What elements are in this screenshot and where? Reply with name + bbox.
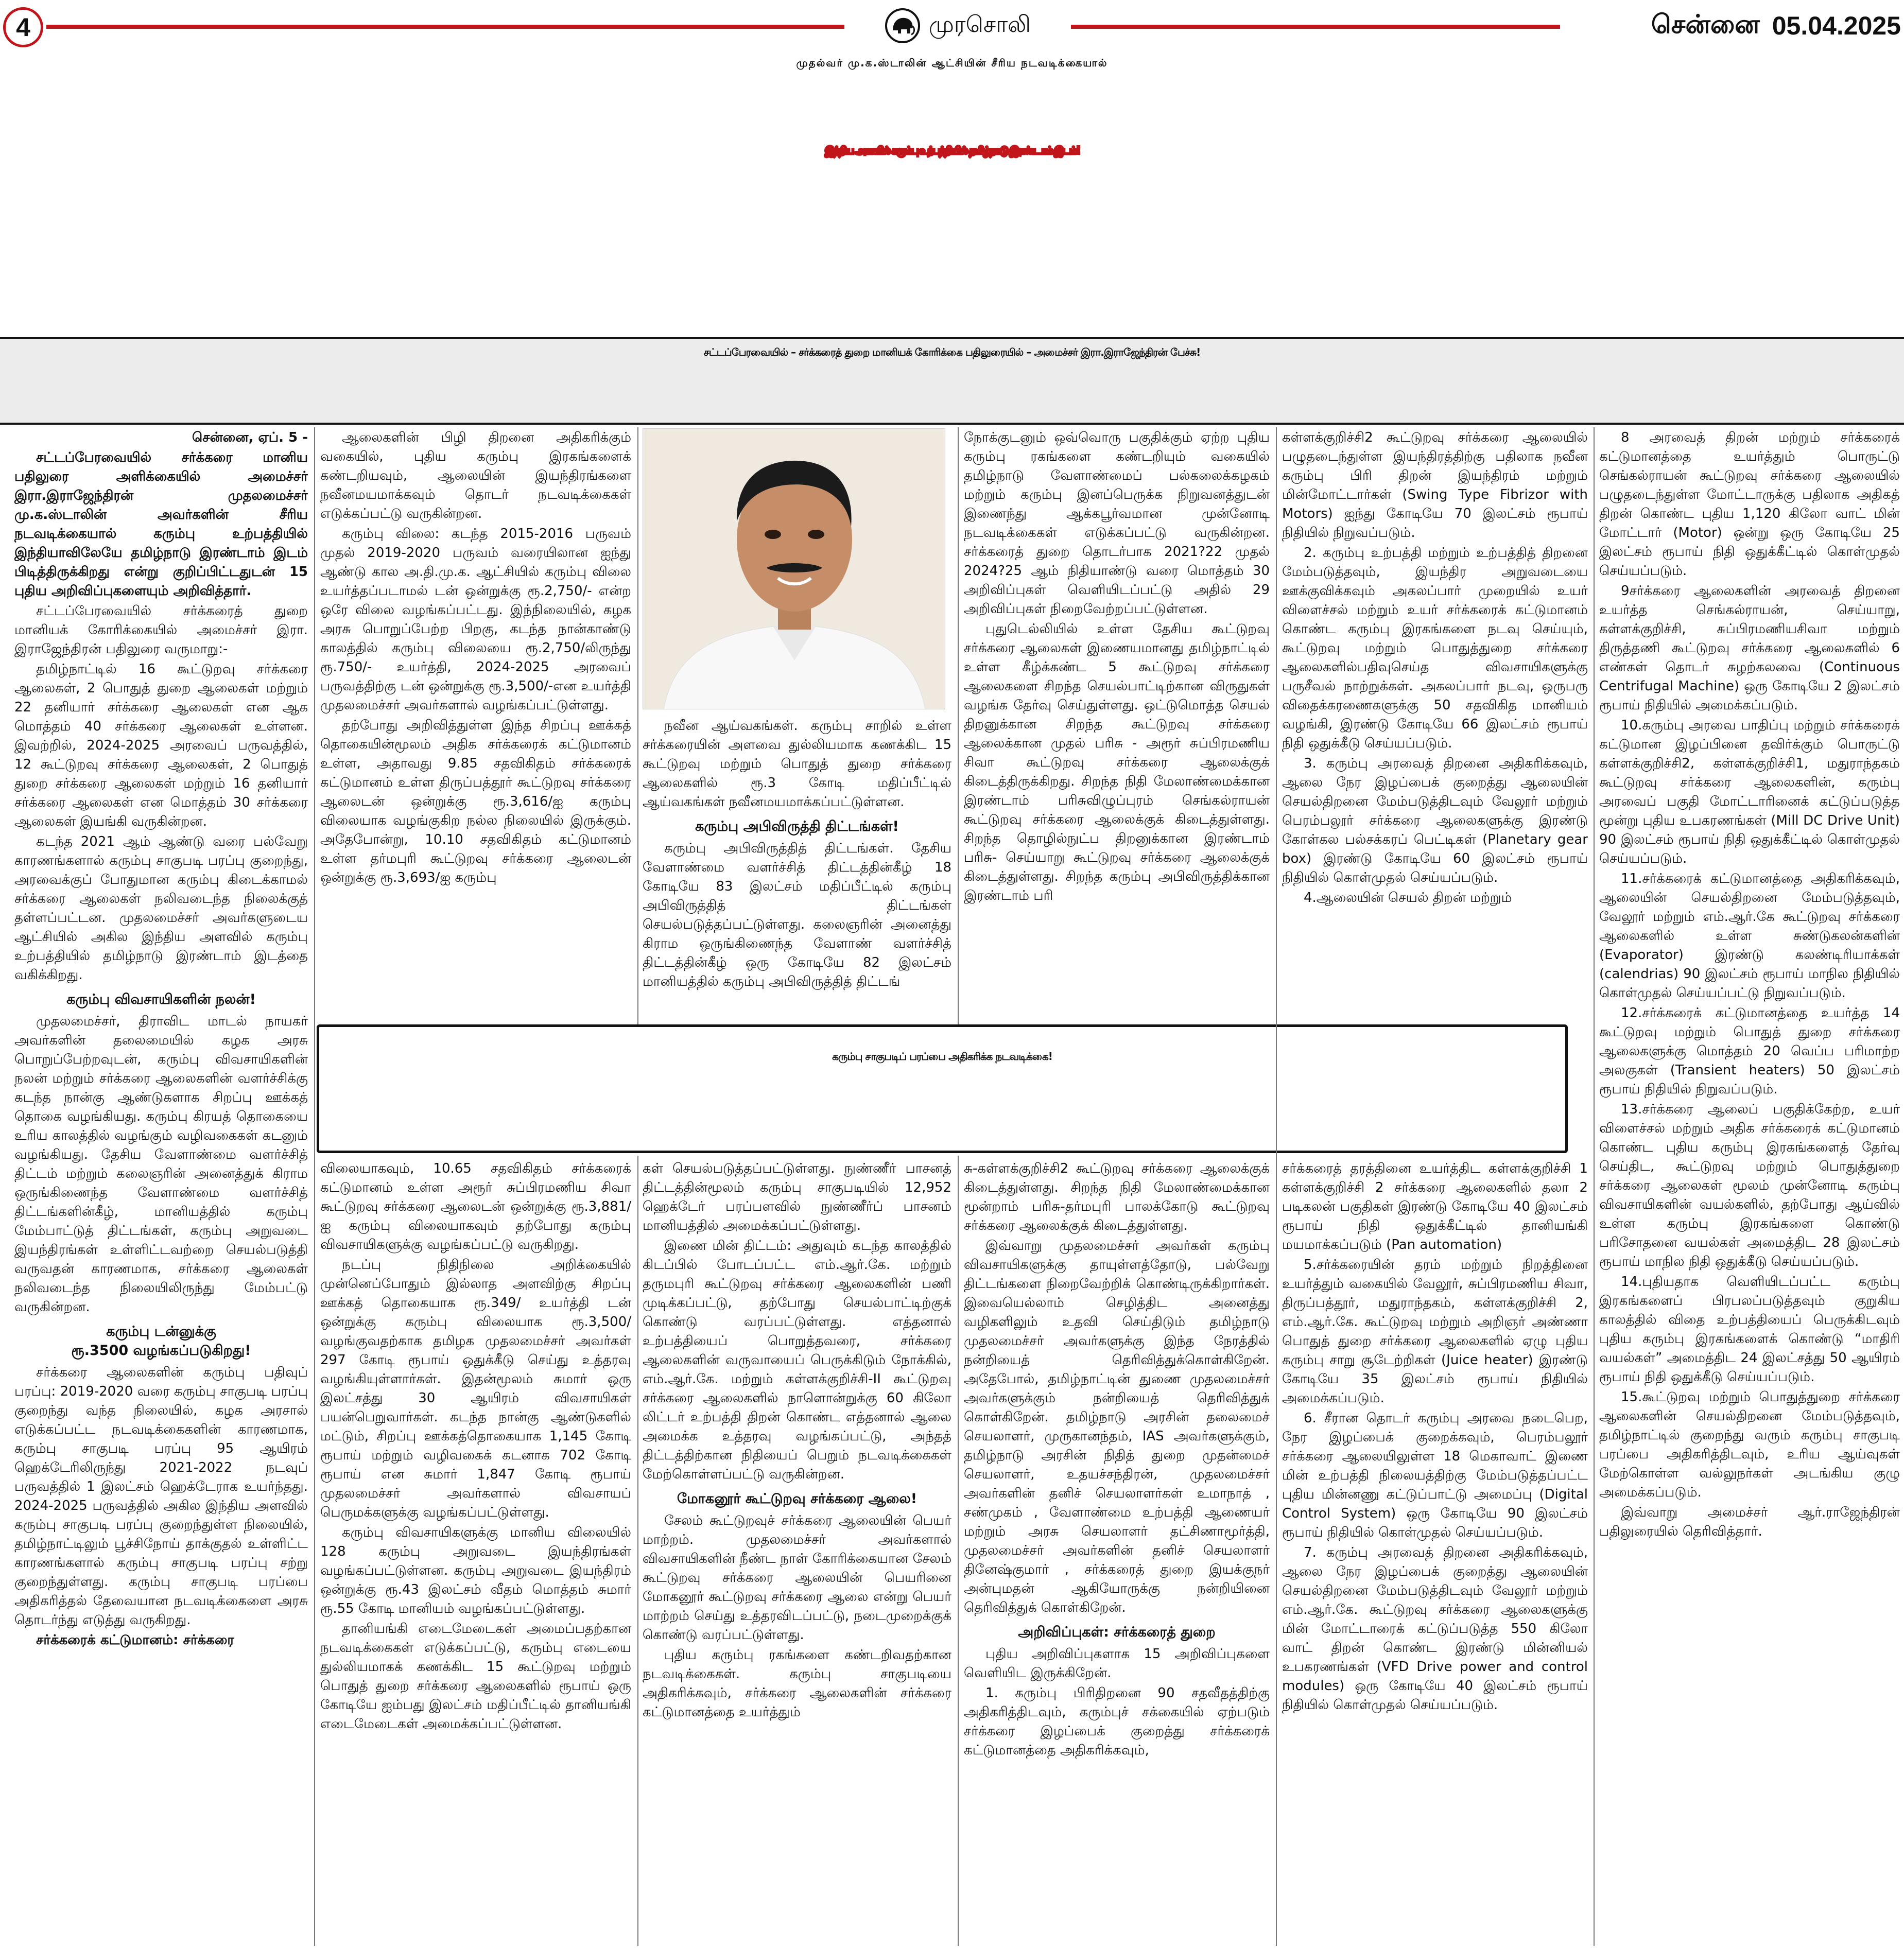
subhead: சட்டப்பேரவையில் – சர்க்கரைத் துறை மானியக் கோரிக்கை பதிலுரையில் – அமைச்சர் இரா.இராஜேந்திரன் பேச்சு! bbox=[703, 346, 1201, 358]
paragraph: 10.கரும்பு அரவை பாதிப்பு மற்றும் சர்க்கரைக் கட்டுமான இழப்பினை தவிர்க்கும் பொருட்டு கள்ளக்குறிச்சி2, கள்ளக்குறிச்சி1, மதுராந்தகம் கூட்டுறவு சர்க்கரை ஆலைகளின், கரும்பு அரவைப் பகுதி மோட்டாரினைக் கட்டுப்படுத்த மூன்று புதிய உபகரணங்கள் (Mill DC Drive Unit) 90 இலட்சம் ரூபாய் நிதி ஒதுக்கீட்டில் கொள்முதல் செய்யப்படும். bbox=[1599, 718, 1900, 866]
paragraph: சட்டப்பேரவையில் சர்க்கரைத் துறை மானியக் கோரிக்கையில் அமைச்சர் இரா. இராஜேந்திரன் பதிலுரை வருமாறு:- bbox=[14, 603, 308, 657]
section-heading: ரூ.3500 வழங்கப்படுகிறது! bbox=[71, 1343, 251, 1359]
mid-headline: கரும்பு சாகுபடிப் பரப்பை அதிகரிக்க நடவடிக்கை! bbox=[832, 1050, 1052, 1063]
section-heading: மோகனூர் கூட்டுறவு சர்க்கரை ஆலை! bbox=[677, 1491, 918, 1507]
paragraph: சர்க்கரைக் கட்டுமானம்: சர்க்கரை bbox=[36, 1632, 234, 1648]
column-4-top bbox=[964, 428, 1270, 1020]
section-heading: கரும்பு டன்னுக்கு bbox=[106, 1324, 216, 1339]
paragraph: புதிய கரும்பு ரகங்களை கண்டறிவதற்கான நடவடிக்கைகள். கரும்பு சாகுபடியை அதிகரிக்கவும், சர்க்கரை ஆலைகளின் சர்க்கரை கட்டுமானத்தை உயர்த்தும் bbox=[643, 1647, 951, 1720]
paragraph: சர்க்கரைத் தரத்தினை உயர்த்திட கள்ளக்குறிச்சி 1 கள்ளக்குறிச்சி 2 சர்க்கரை ஆலைகளில் தலா 2 படிகலன் பகுதிகள் இரண்டு கோடியே 40 இலட்சம் ரூபாய் நிதி ஒதுக்கீட்டில் தானியங்கி மயமாக்கப்படும் (Pan automation) bbox=[1282, 1161, 1588, 1252]
paragraph: கரும்பு அபிவிருத்தித் திட்டங்கள். தேசிய வேளாண்மை வளர்ச்சித் திட்டத்தின்கீழ் 18 கோடியே 83 இலட்சம் மதிப்பீட்டில் கரும்பு அபிவிருத்தித் திட்டங்கள் செயல்படுத்தப்பட்டுள்ளது. கலைஞரின் அனைத்து கிராம ஒருங்கிணைந்த வேளாண் வளர்ச்சித் திட்டத்தின்கீழ் ஒரு கோடியே 82 இலட்சம் மானியத்தில் கரும்பு அபிவிருத்தித் திட்டங் bbox=[643, 841, 951, 989]
paragraph: நவீன ஆய்வகங்கள். கரும்பு சாறில் உள்ள சர்க்கரையின் அளவை துல்லியமாக கணக்கிட 15 கூட்டுறவு மற்றும் பொதுத் துறை சர்க்கரை ஆலைகளில் ரூ.3 கோடி மதிப்பீட்டில் ஆய்வகங்கள் நவீனமயமாக்கப்பட்டுள்ளன. bbox=[643, 718, 951, 810]
paragraph: 13.சர்க்கரை ஆலைப் பகுதிக்கேற்ற, உயர் விளைச்சல் மற்றும் அதிக சர்க்கரைக் கட்டுமானம் கொண்ட புதிய கரும்பு இரகங்களைத் தேர்வு செய்திட, கூட்டுறவு மற்றும் பொதுத்துறை சர்க்கரை ஆலைகள் மூலம் முன்னோடி கரும்பு விவசாயிகளின் வயல்களில், தற்போது ஆய்வில் உள்ள கரும்பு இரகங்களை கொண்டு பரிசோதனை வயல்கள் அமைத்திட 28 இலட்சம் ரூபாய் மாநில நிதி ஒதுக்கீடு செய்யப்படும். bbox=[1599, 1102, 1900, 1269]
column-5-bottom bbox=[1282, 1159, 1588, 1947]
column-2-bottom bbox=[320, 1159, 631, 1947]
paragraph: நடப்பு நிதிநிலை அறிக்கையில் முன்னெப்போதும் இல்லாத அளவிற்கு சிறப்பு ஊக்கத் தொகையாக ரூ.349/ உயர்த்தி டன் ஒன்றுக்கு கரும்பு விலையாக ரூ.3,500/வழங்குவதற்காக தமிழக முதலமைச்சர் அவர்கள் 297 கோடி ரூபாய் ஒதுக்கீடு செய்து உத்தரவு வழங்கியுள்ளார்கள். இதன்மூலம் சுமார் ஒரு இலட்சத்து 30 ஆயிரம் விவசாயிகள் பயன்பெறுவார்கள். கடந்த நான்கு ஆண்டுகளில் மட்டும், சிறப்பு ஊக்கத்தொகையாக 1,145 கோடி ரூபாய் மற்றும் வழிவகைக் கடனாக 702 கோடி ரூபாய் என சுமார் 1,847 கோடி ரூபாய் முதலமைச்சர் அவர்களால் விவசாயப் பெருமக்களுக்கு வழங்கப்பட்டுள்ளது. bbox=[320, 1257, 631, 1520]
masthead-brand bbox=[844, 4, 1071, 47]
paragraph: 1. கரும்பு பிரிதிறனை 90 சதவீதத்திற்கு அதிகரித்திடவும், கரும்புச் சக்கையில் ஏற்படும் சர்க்கரை இழப்பைக் குறைத்து சர்க்கரைக் கட்டுமானத்தை அதிகரிக்கவும், bbox=[964, 1685, 1270, 1758]
elephant-emblem-icon bbox=[885, 8, 921, 44]
paragraph: தானியங்கி எடைமேடைகள் அமைப்பதற்கான நடவடிக்கைகள் எடுக்கப்பட்டு, கரும்பு எடையை துல்லியமாகக் கணக்கிட 15 கூட்டுறவு மற்றும் பொதுத் துறை சர்க்கரை ஆலைகளில் ரூபாய் ஒரு கோடியே ஐம்பது இலட்சம் மதிப்பீட்டில் தானியங்கி எடைமேடைகள் அமைக்கப்பட்டுள்ளன. bbox=[320, 1621, 631, 1732]
dateline: சென்னை, ஏப். 5 - bbox=[192, 430, 308, 445]
paragraph: 9சர்க்கரை ஆலைகளின் அரவைத் திறனை உயர்த்த செங்கல்ராயன், செய்யாறு, கள்ளக்குறிச்சி, சுப்பிரமணியசிவா மற்றும் திருத்தணி கூட்டுறவு சர்க்கரை ஆலைகளில் 6 எண்கள் தொடர் சுழற்கலவை (Continuous Centrifugal Machine) ஒரு கோடியே 2 இலட்சம் ரூபாய் நிதியில் அமைக்கப்படும். bbox=[1599, 583, 1900, 713]
paragraph: சேலம் கூட்டுறவுச் சர்க்கரை ஆலையின் பெயர் மாற்றம். முதலமைச்சர் அவர்களால் விவசாயிகளின் நீண்ட நாள் கோரிக்கையான சேலம் கூட்டுறவு சர்க்கரை ஆலையின் பெயரினை மோகனூர் கூட்டுறவு சர்க்கரை ஆலை என்று பெயர் மாற்றம் செய்து உத்தரவிடப்பட்டு, நடைமுறைக்குக் கொண்டு வரப்பட்டுள்ளது. bbox=[643, 1513, 951, 1643]
paragraph: இவ்வாறு அமைச்சர் ஆர்.ராஜேந்திரன் பதிலுரையில் தெரிவித்தார். bbox=[1599, 1505, 1900, 1539]
date: 05.04.2025 bbox=[1772, 11, 1901, 40]
column-4-bottom bbox=[964, 1159, 1270, 1947]
paragraph: 15.கூட்டுறவு மற்றும் பொதுத்துறை சர்க்கரை ஆலைகளின் செயல்திறனை மேம்படுத்தவும், தமிழ்நாட்டில் குறைந்து வரும் கரும்பு சாகுபடி பரப்பை அதிகரித்திடவும், உரிய ஆய்வுகள் மேற்கொள்ள வல்லுநர்கள் அடங்கிய குழு அமைக்கப்படும். bbox=[1599, 1389, 1900, 1500]
paragraph: 8 அரவைத் திறன் மற்றும் சர்க்கரைக் கட்டுமானத்தை உயர்த்தும் பொருட்டு செங்கல்ராயன் கூட்டுறவு சர்க்கரை ஆலையில் பழுதடைந்துள்ள மோட்டாருக்கு பதிலாக அதிகத் திறன் கொண்ட புதிய 1,120 கிலோ வாட் மின் மோட்டார் (Motor) ஒன்று ஒரு கோடியே 25 இலட்சம் ரூபாய் நிதி ஒதுக்கீட்டில் கொள்முதல் செய்யப்படும். bbox=[1599, 430, 1900, 579]
kicker-headline: முதல்வர் மு.க.ஸ்டாலின் ஆட்சியின் சீரிய நடவடிக்கையால் bbox=[796, 57, 1108, 69]
column-3-top bbox=[643, 717, 951, 1021]
paragraph: 2. கரும்பு உற்பத்தி மற்றும் உற்பத்தித் திறனை மேம்படுத்தவும், இயந்திர அறுவடையை ஊக்குவிக்கவும் அகலப்பார் முறையில் உயர் விளைச்சல் மற்றும் உயர் சர்க்கரைக் கட்டுமானம் கொண்ட கரும்பு இரகங்களை நடவு செய்யும், கூட்டுறவு மற்றும் பொதுத்துறை சர்க்கரை ஆலைகளில்பதிவுசெய்த விவசாயிகளுக்கு பருசீவல் நாற்றுக்கள். அகலப்பார் நடவு, ஒருபரு விதைக்கரணைகளுக்கு 50 சதவிகித மானியம் வழங்கி, இரண்டு கோடியே 66 இலட்சம் ரூபாய் நிதி ஒதுக்கீடு செய்யப்படும். bbox=[1282, 545, 1588, 751]
paragraph: முதலமைச்சர், திராவிட மாடல் நாயகர் அவர்களின் தலைமையில் கழக அரசு பொறுப்பேற்றவுடன், கரும்பு விவசாயிகளின் நலன் மற்றும் சர்க்கரை ஆலைகளின் வளர்ச்சிக்கு கடந்த நான்கு ஆண்டுகளாக சிறப்பு ஊக்கத் தொகை வழங்கியது. கரும்பு கிரயத் தொகையை உரிய காலத்தில் வழங்கும் வழிவகைகள் கடனும் வழங்கியது. தேசிய வேளாண்மை வளர்ச்சித் திட்டம் மற்றும் கலைஞரின் அனைத்துக் கிராம ஒருங்கிணைந்த வேளாண்மை வளர்ச்சித் திட்டங்களின்கீழ், மானியத்தில் கரும்பு மேம்பாட்டுத் திட்டங்கள், கரும்பு அறுவடை இயந்திரங்கள் உள்ளிட்டவற்றை செயல்படுத்தி வருவதன் காரணமாக, சர்க்கரை ஆலைகள் நலிவடைந்த நிலையிலிருந்து மேம்பட்டு வருகின்றன. bbox=[14, 1014, 308, 1315]
paragraph: சர்க்கரை ஆலைகளின் கரும்பு பதிவுப் பரப்பு: 2019-2020 வரை கரும்பு சாகுபடி பரப்பு குறைந்து வந்த நிலையில், கழக அரசால் எடுக்கப்பட்ட நடவடிக்கைகளின் காரணமாக, கரும்பு சாகுபடி பரப்பு 95 ஆயிரம் ஹெக்டேரிலிருந்து 2021-2022 நடவுப் பருவத்தில் 1 இலட்சம் ஹெக்டேராக உயர்ந்தது. 2024-2025 பருவத்தில் அகில இந்திய அளவில் கரும்பு சாகுபடி பரப்பு குறைந்துள்ள நிலையில், தமிழ்நாட்டிலும் பூச்சிநோய் தாக்குதல் உள்ளிட்ட காரணங்களால் கரும்பு சாகுபடி பரப்பு சற்று குறைந்துள்ளது. கரும்பு சாகுபடி பரப்பை அதிகரித்தல் தேவையான நடவடிக்கைளை அரசு தொடர்ந்து எடுத்து வருகிறது. bbox=[14, 1365, 308, 1628]
minister-photo bbox=[643, 428, 945, 709]
column-rule bbox=[637, 1156, 638, 1946]
page-number-badge bbox=[3, 7, 43, 47]
column-5-top bbox=[1282, 428, 1588, 1020]
page-number: 4 bbox=[16, 13, 30, 42]
column-rule bbox=[958, 427, 959, 1024]
column-1 bbox=[14, 428, 308, 1947]
paragraph: 14.புதியதாக வெளியிடப்பட்ட கரும்பு இரகங்களைப் பிரபலப்படுத்தவும் குறுகிய காலத்தில் விதை உற்பத்தியைப் பெருக்கிடவும் புதிய கரும்பு இரகங்களைக் கொண்டு “மாதிரி வயல்கள்” அமைத்திட 24 இலட்சத்து 50 ஆயிரம் ரூபாய் நிதி ஒதுக்கீடு செய்யப்படும். bbox=[1599, 1274, 1900, 1385]
column-rule bbox=[314, 427, 315, 1946]
section-heading: அறிவிப்புகள்: சர்க்கரைத் துறை bbox=[1018, 1624, 1216, 1640]
paragraph: தற்போது அறிவித்துள்ள இந்த சிறப்பு ஊக்கத் தொகையின்மூலம் அதிக சர்க்கரைக் கட்டுமானம் உள்ள, அதாவது 9.85 சதவிகிதம் சர்க்கரைக் கட்டுமானம் உள்ள திருப்பத்தூர் கூட்டுறவு சர்க்கரை ஆலைடன் ஒன்றுக்கு ரூ.3,616/ஐ கரும்பு விலையாக வழங்குகிற நல்ல நிலையில் இருக்கும். அதேபோன்று, 10.10 சதவிகிதம் கட்டுமானம் உள்ள தர்மபுரி கூட்டுறவு சர்க்கரை ஆலைடன் ஒன்றுக்கு ரூ.3,693/ஐ கரும்பு bbox=[320, 718, 631, 885]
paragraph: விலையாகவும், 10.65 சதவிகிதம் சர்க்கரைக் கட்டுமானம் உள்ள அரூர் சுப்பிரமணிய சிவா கூட்டுறவு சர்க்கரை ஆலைடன் ஒன்றுக்கு ரூ.3,881/ஐ கரும்பு விலையாகவும் தற்போது கரும்பு விவசாயிகளுக்கு வழங்கப்பட்டு வருகிறது. bbox=[320, 1161, 631, 1252]
paragraph: கரும்பு விலை: கடந்த 2015-2016 பருவம் முதல் 2019-2020 பருவம் வரையிலான ஐந்து ஆண்டு கால அ.தி.மு.க. ஆட்சியில் கரும்பு விலை உயர்த்தப்படாமல் டன் ஒன்றுக்கு ரூ.2,750/- என்ற ஒரே விலை வழங்கப்பட்டது. இந்நிலையில், கழக அரசு பொறுப்பேற்ற பிறகு, கடந்த நான்காண்டு காலத்தில் கரும்பு விலையை ரூ.2,750/லிருந்து ரூ.750/- உயர்த்தி, 2024-2025 அரவைப் பருவத்திற்கு டன் ஒன்றுக்கு ரூ.3,500/-என உயர்த்தி முதலமைச்சர் அவர்களால் வழங்கப்பட்டுள்ளது. bbox=[320, 526, 631, 713]
paragraph: இவ்வாறு முதலமைச்சர் அவர்கள் கரும்பு விவசாயிகளுக்கு தாயுள்ளத்தோடு, பல்வேறு திட்டங்களை நிறைவேற்றிக் கொண்டிருக்கிறார்கள். இவையெல்லாம் செழித்திட அனைத்து வழிகளிலும் உதவி செய்திடும் தமிழ்நாடு முதலமைச்சர் அவர்களுக்கு இந்த நேரத்தில் நன்றியைத் தெரிவித்துக்கொள்கிறேன். அதேபோல், தமிழ்நாட்டின் துணை முதலமைச்சர் அவர்களுக்கும் நன்றியைத் தெரிவித்துக் கொள்கிறேன். தமிழ்நாடு அரசின் தலைமைச் செயலாளர், முருகானந்தம், IAS அவர்களுக்கும், தமிழ்நாடு அரசின் நிதித் துறை முதன்மைச் செயலாளர், உதயச்சந்திரன், முதலமைச்சர் அவர்களின் தனிச் செயலாளர்கள் உமாநாத் , சண்முகம் , வேளாண்மை உற்பத்தி ஆணையர் மற்றும் அரசு செயலாளர் தட்சிணாமூர்த்தி, முதலமைச்சர் அவர்களின் தனிச் செயலாளர் தினேஷ்குமார் , சர்க்கரைத் துறை இயக்குநர் அன்புமதன் ஆகியோருக்கு நன்றியினை தெரிவித்துக் கொள்கிறேன். bbox=[964, 1238, 1270, 1615]
paragraph: 7. கரும்பு அரவைத் திறனை அதிகரிக்கவும், ஆலை நேர இழப்பைக் குறைத்து ஆலையின் செயல்திறனை மேம்படுத்திடவும் வேலூர் மற்றும் எம்.ஆர்.கே. கூட்டுறவு சர்க்கரை ஆலைகளுக்கு மின் மோட்டாரைக் கட்டுப்படுத்த 550 கிலோ வாட் திறன் கொண்ட இரண்டு மின்னியல் உபகரணங்கள் (VFD Drive power and control modules) ஒரு கோடியே 40 இலட்சம் ரூபாய் நிதியில் கொள்முதல் செய்யப்படும். bbox=[1282, 1545, 1588, 1713]
section-heading: கரும்பு அபிவிருத்தி திட்டங்கள்! bbox=[695, 819, 899, 834]
paragraph: 6. சீரான தொடர் கரும்பு அரவை நடைபெற, நேர இழப்பைக் குறைக்கவும், பெரம்பலூர் சர்க்கரை ஆலையிலுள்ள 18 மெகாவாட் இணை மின் உற்பத்தி நிலையத்திற்கு மேம்படுத்தப்பட்ட புதிய மின்னணு கட்டுப்பாட்டு அமைப்பு (Digital Control System) ஒரு கோடியே 90 இலட்சம் ரூபாய் நிதியில் கொள்முதல் செய்யப்படும். bbox=[1282, 1411, 1588, 1540]
paragraph: ஆலைகளின் பிழி திறனை அதிகரிக்கும் வகையில், புதிய கரும்பு இரகங்களைக் கண்டறியவும், ஆலையின் இயந்திரங்களை நவீனமயமாக்கவும் தொடர் நடவடிக்கைகள் எடுக்கப்பட்டு வருகின்றன. bbox=[320, 430, 631, 521]
paragraph: கள்ளக்குறிச்சி2 கூட்டுறவு சர்க்கரை ஆலையில் பழுதடைந்துள்ள இயந்திரத்திற்கு பதிலாக நவீன கரும்பு பிரி திறன் இயந்திரம் மற்றும் மின்மோட்டார்கள் (Swing Type Fibrizor with Motors) ஐந்து கோடியே 70 இலட்சம் ரூபாய் நிதியில் நிறுவப்படும். bbox=[1282, 430, 1588, 541]
paragraph: சு-கள்ளக்குறிச்சி2 கூட்டுறவு சர்க்கரை ஆலைக்குக் கிடைத்துள்ளது. சிறந்த நிதி மேலாண்மைக்கான மூன்றாம் பரிசு-தர்மபுரி பாலக்கோடு கூட்டுறவு சர்க்கரை ஆலைக்குக் கிடைத்துள்ளது. bbox=[964, 1161, 1270, 1233]
column-rule bbox=[1594, 427, 1595, 1946]
paper-name: முரசொலி bbox=[929, 11, 1031, 38]
paragraph: 3. கரும்பு அரவைத் திறனை அதிகரிக்கவும், ஆலை நேர இழப்பைக் குறைத்து ஆலையின் செயல்திறனை மேம்படுத்திடவும் வேலூர் மற்றும் பெரம்பலூர் சர்க்கரை ஆலைகளுக்கு இரண்டு கோள்கல பல்சக்கரப் பெட்டிகள் (Planetary gear box) இரண்டு கோடியே 60 இலட்சம் ரூபாய் நிதியில் கொள்முதல் செய்யப்படும். bbox=[1282, 756, 1588, 885]
column-rule bbox=[637, 427, 638, 1024]
paragraph: கடந்த 2021 ஆம் ஆண்டு வரை பல்வேறு காரணங்களால் கரும்பு சாகுபடி பரப்பு குறைந்து, அரவைக்குப் போதுமான கரும்பு கிடைக்காமல் சர்க்கரை ஆலைகள் நலிவடைந்த நிலைக்குத் தள்ளப்பட்டன. முதலமைச்சர் அவர்களுடைய ஆட்சியில் அகில இந்திய அளவில் கரும்பு உற்பத்தியில் தமிழ்நாடு இரண்டாம் இடத்தை வகிக்கிறது. bbox=[14, 834, 308, 983]
paragraph: 12.சர்க்கரைக் கட்டுமானத்தை உயர்த்த 14 கூட்டுறவு மற்றும் பொதுத் துறை சர்க்கரை ஆலைகளுக்கு மொத்தம் 20 வெப்ப பரிமாற்ற அலகுகள் (Transient heaters) 50 இலட்சம் ரூபாய் நிதியில் நிறுவப்படும். bbox=[1599, 1005, 1900, 1097]
column-3-bottom bbox=[643, 1159, 951, 1947]
paragraph: புதுடெல்லியில் உள்ள தேசிய கூட்டுறவு சர்க்கரை ஆலைகள் இணையமானது தமிழ்நாட்டில் உள்ள கீழ்க்கண்ட 5 கூட்டுறவு சர்க்கரை ஆலைகளை சிறந்த செயல்பாட்டிற்கான விருதுகள் வழங்க தேர்வு செய்துள்ளது. ஒட்டுமொத்த செயல் திறனுக்கான சிறந்த கூட்டுறவு சர்க்கரை ஆலைக்கான முதல் பரிசு - அரூர் சுப்பிரமணிய சிவா கூட்டுறவு சர்க்கரை ஆலைக்குக் கிடைத்திருக்கிறது. சிறந்த நிதி மேலாண்மைக்கான இரண்டாம் பரிசுவிழுப்புரம் செங்கல்ராயன் கூட்டுறவு சர்க்கரை ஆலைக்குக் கிடைத்துள்ளது. சிறந்த தொழில்நுட்ப திறனுக்கான இரண்டாம் பரிசு- செய்யாறு கூட்டுறவு சர்க்கரை ஆலைக்குக் கிடைத்துள்ளது. சிறந்த கரும்பு அபிவிருத்திக்கான இரண்டாம் பரி bbox=[964, 621, 1270, 903]
main-headline: இந்திய அளவில் கரும்பு உற்பத்தியில் தமிழ்நாடு இரண்டாம் இடம்! bbox=[825, 144, 1079, 156]
paragraph: கரும்பு விவசாயிகளுக்கு மானிய விலையில் 128 கரும்பு அறுவடை இயந்திரங்கள் வழங்கப்பட்டுள்ளன. கரும்பு அறுவடை இயந்திரம் ஒன்றுக்கு ரூ.43 இலட்சம் வீதம் மொத்தம் சுமார் ரூ.55 கோடி மானியம் வழங்கப்பட்டுள்ளது. bbox=[320, 1525, 631, 1616]
portrait-image bbox=[643, 429, 945, 709]
column-rule bbox=[1276, 427, 1277, 1946]
masthead-dateline bbox=[1560, 4, 1904, 47]
paragraph: 5.சர்க்கரையின் தரம் மற்றும் நிறத்தினை உயர்த்தும் வகையில் வேலூர், சுப்பிரமணிய சிவா, திருப்பத்தூர், மதுராந்தகம், கள்ளக்குறிச்சி 2, எம்.ஆர்.கே. கூட்டுறவு மற்றும் அறிஞர் அண்ணா பொதுத் துறை சர்க்கரை ஆலைகளில் ஏழு புதிய கரும்பு சாறு சூடேற்றிகள் (Juice heater) இரண்டு கோடியே 35 இலட்சம் ரூபாய் நிதியில் அமைக்கப்படும். bbox=[1282, 1257, 1588, 1406]
paragraph: இணை மின் திட்டம்: அதுவும் கடந்த காலத்தில் கிடப்பில் போடப்பட்ட எம்.ஆர்.கே. மற்றும் தருமபுரி கூட்டுறவு சர்க்கரை ஆலைகளின் பணி முடிக்கப்பட்டு, தற்போது செயல்பாட்டிற்குக் கொண்டு வரப்பட்டுள்ளது. எத்தனால் உற்பத்தியைப் பொறுத்தவரை, சர்க்கரை ஆலைகளின் வருவாயைப் பெருக்கிடும் நோக்கில், எம்.ஆர்.கே. மற்றும் கள்ளக்குறிச்சி-II கூட்டுறவு சர்க்கரை ஆலைகளில் நாளொன்றுக்கு 60 கிலோ லிட்டர் உற்பத்தி திறன் கொண்ட எத்தனால் ஆலை அமைக்க உத்தரவு வழங்கப்பட்டு, அந்தத் திட்டத்திற்கான நிதியைப் பெறும் நடவடிக்கைகள் மேற்கொள்ளப்பட்டு வருகின்றன. bbox=[643, 1238, 951, 1482]
paragraph: கள் செயல்படுத்தப்பட்டுள்ளது. நுண்ணீர் பாசனத் திட்டத்தின்மூலம் கரும்பு சாகுபடியில் 12,952 ஹெக்டேர் பரப்பளவில் நுண்ணீர்ப் பாசனம் மானியத்தில் அமைக்கப்பட்டுள்ளது. bbox=[643, 1161, 951, 1233]
column-rule bbox=[958, 1156, 959, 1946]
column-6 bbox=[1599, 428, 1900, 1947]
paragraph: நோக்குடனும் ஒவ்வொரு பகுதிக்கும் ஏற்ற புதிய கரும்பு ரகங்களை கண்டறியும் வகையில் தமிழ்நாடு வேளாண்மைப் பல்கலைக்கழகம் மற்றும் கரும்பு இனப்பெருக்க நிறுவனத்துடன் இணைந்து ஆக்கபூர்வமான முன்னோடி நடவடிக்கைகள் எடுக்கப்பட்டு வருகின்றன. சர்க்கரைத் துறை தொடர்பாக 2021?22 முதல் 2024?25 ஆம் நிதியாண்டு வரை மொத்தம் 30 அறிவிப்புகள் வெளியிடப்பட்டு அதில் 29 அறிவிப்புகள் நிறைவேற்றப்பட்டுள்ளன. bbox=[964, 430, 1270, 617]
paragraph: 4.ஆலையின் செயல் திறன் மற்றும் bbox=[1304, 890, 1512, 906]
section-heading: கரும்பு விவசாயிகளின் நலன்! bbox=[66, 991, 256, 1007]
paragraph: 11.சர்க்கரைக் கட்டுமானத்தை அதிகரிக்கவும், ஆலையின் செயல்திறனை மேம்படுத்தவும், வேலூர் மற்றும் எம்.ஆர்.கே கூட்டுறவு சர்க்கரை ஆலைகளில் உள்ள சுண்டுகலன்களின் (Evaporator) இரண்டு கலண்டிரியாக்கள் (calendrias) 90 இலட்சம் ரூபாய் மாநில நிதியில் கொள்முதல் செய்யப்பட்டு நிறுவப்படும். bbox=[1599, 871, 1900, 1001]
city: சென்னை bbox=[1651, 9, 1760, 39]
mid-headline-box bbox=[317, 1024, 1568, 1153]
lede-paragraph: சட்டப்பேரவையில் சர்க்கரை மானிய பதிலுரை அளிக்கையில் அமைச்சர் இரா.இராஜேந்திரன் முதலமைச்சர் மு.க.ஸ்டாலின் அவர்களின் சீரிய நடவடிக்கையால் கரும்பு உற்பத்தியில் இந்தியாவிலேயே தமிழ்நாடு இரண்டாம் இடம் பிடித்திருக்கிறது என்று குறிப்பிட்டதுடன் 15 புதிய அறிவிப்புகளையும் அறிவித்தார். bbox=[14, 450, 308, 599]
paragraph: தமிழ்நாட்டில் 16 கூட்டுறவு சர்க்கரை ஆலைகள், 2 பொதுத் துறை ஆலைகள் மற்றும் 22 தனியார் சர்க்கரை ஆலைகள் என ஆக மொத்தம் 40 சர்க்கரை ஆலைகள் உள்ளன. இவற்றில், 2024-2025 அரவைப் பருவத்தில், 12 கூட்டுறவு சர்க்கரை ஆலைகள், 2 பொதுத் துறை சர்க்கரை ஆலைகள் மற்றும் 16 தனியார் சர்க்கரை ஆலைகள் என மொத்தம் 30 சர்க்கரை ஆலைகள் இயங்கி வருகின்றன. bbox=[14, 662, 308, 829]
column-2-top bbox=[320, 428, 631, 1020]
paragraph: புதிய அறிவிப்புகளாக 15 அறிவிப்புகளை வெளியிட இருக்கிறேன். bbox=[964, 1646, 1270, 1681]
